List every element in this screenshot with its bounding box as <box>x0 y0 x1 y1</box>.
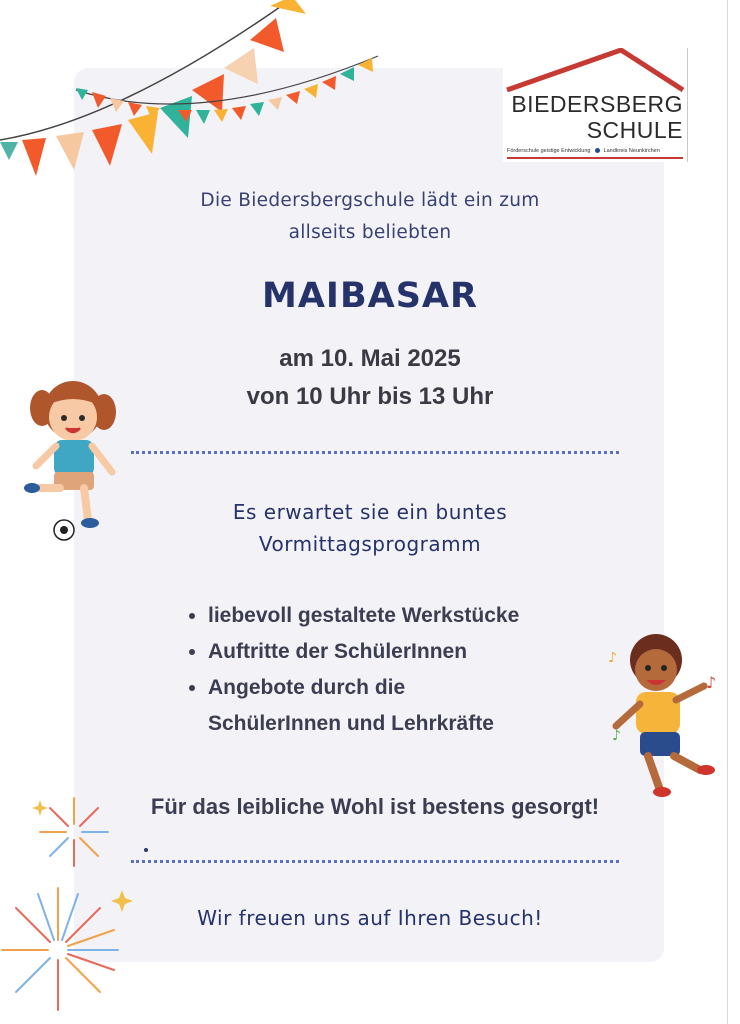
svg-text:♪: ♪ <box>608 650 617 666</box>
programme-heading <box>140 496 600 560</box>
svg-text:♪: ♪ <box>706 673 717 692</box>
school-logo <box>503 48 688 162</box>
programme-list <box>186 598 538 742</box>
list-item: • liebevoll gestaltete Werkstücke <box>208 598 538 634</box>
programme-line-2: Vormittagsprogramm <box>258 532 482 556</box>
event-title: MAIBASAR <box>262 276 478 316</box>
bunting-garland-icon <box>0 0 306 176</box>
list-item: • Angebote durch die SchülerInnen und Lehrkräfte <box>208 670 538 742</box>
food-note: Für das leibliche Wohl ist bestens gesorgt! <box>150 794 600 819</box>
svg-text:♪: ♪ <box>612 728 621 744</box>
logo-tagline-left: Förderschule geistige Entwicklung <box>507 148 591 154</box>
invitation-line-1: Die Biedersbergschule lädt ein zum <box>200 190 540 211</box>
programme-line-1: Es erwartet sie ein buntes <box>232 500 508 524</box>
roof-icon <box>503 48 687 92</box>
dotted-divider-top <box>131 451 619 454</box>
district-seal-icon <box>595 148 600 153</box>
logo-tagline <box>507 148 660 154</box>
event-date-time <box>140 340 600 416</box>
logo-tagline-right: Landkreis Neunkirchen <box>603 148 660 154</box>
logo-underline <box>507 157 683 159</box>
dotted-divider-bottom <box>131 860 619 863</box>
invitation-line-2: allseits beliebten <box>288 222 452 243</box>
closing-text: Wir freuen uns auf Ihren Besuch! <box>197 906 543 930</box>
invitation-text <box>140 185 600 249</box>
logo-line-1: BIEDERSBERG <box>511 91 683 117</box>
girl-with-football-icon <box>24 381 116 540</box>
list-item: • Auftritte der SchülerInnen <box>208 634 538 670</box>
event-date: am 10. Mai 2025 <box>279 345 461 372</box>
dancing-boy-icon <box>608 634 716 797</box>
logo-line-2: SCHULE <box>586 117 683 143</box>
event-time: von 10 Uhr bis 13 Uhr <box>246 383 494 410</box>
